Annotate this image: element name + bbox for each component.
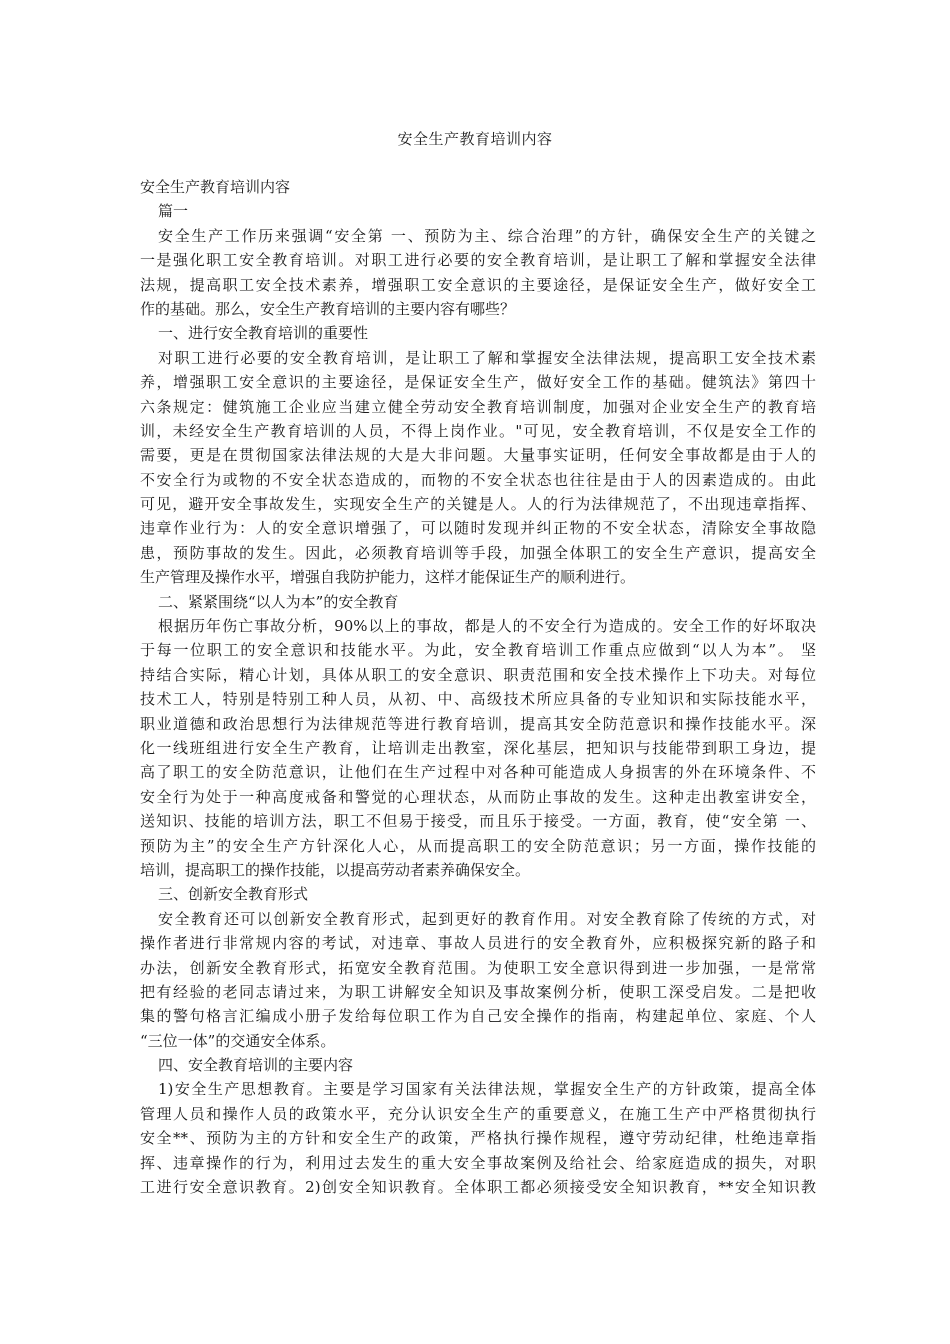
text-line: 可见，避开安全事故发生，实现安全生产的关键是人。人的行为法律规范了，不出现违章指挥、	[140, 495, 816, 514]
section-heading: 一、进行安全教育培训的重要性	[158, 324, 369, 343]
text-line: 送知识、技能的培训方法，职工不但易于接受，而且乐于接受。一方面，教育，使“安全第 一、	[140, 812, 816, 831]
text-line: 安全教育还可以创新安全教育形式，起到更好的教育作用。对安全教育除了传统的方式，对	[158, 909, 816, 928]
text-line: 生产管理及操作水平，增强自我防护能力，这样才能保证生产的顺利进行。	[140, 568, 636, 587]
text-line: 工进行安全意识教育。2)创安全知识教育。全体职工都必须接受安全知识教育，**安全知识教	[140, 1178, 816, 1197]
text-line: 对职工进行必要的安全教育培训，是让职工了解和掌握安全法律法规，提高职工安全技术素	[158, 348, 816, 367]
text-line: 养，增强职工安全意识的主要途径，是保证安全生产，做好安全工作的基础。健筑法》第四十	[140, 373, 816, 392]
text-line: 安全**、预防为主的方针和安全生产的政策，严格执行操作规程，遵守劳动纪律，杜绝违章指	[140, 1129, 816, 1148]
text-line: 挥、违章操作的行为，利用过去发生的重大安全事故案例及给社会、给家庭造成的损失，对职	[140, 1153, 816, 1172]
text-line: “三位一体”的交通安全体系。	[140, 1031, 336, 1050]
text-line: 集的警句格言汇编成小册子发给每位职工作为自己安全操作的指南，构建起单位、家庭、个人	[140, 1007, 816, 1026]
text-line: 违章作业行为：人的安全意识增强了，可以随时发现并纠正物的不安全状态，清除安全事故隐	[140, 519, 816, 538]
section-heading: 四、安全教育培训的主要内容	[158, 1056, 354, 1075]
section-heading: 二、紧紧围绕“以人为本”的安全教育	[158, 592, 399, 611]
text-line: 技术工人，特别是特别工种人员，从初、中、高级技术所应具备的专业知识和实际技能水平，	[140, 690, 816, 709]
text-line: 一是强化职工安全教育培训。对职工进行必要的安全教育培训，是让职工了解和掌握安全法律	[140, 251, 816, 270]
text-line: 六条规定：健筑施工企业应当建立健全劳动安全教育培训制度，加强对企业安全生产的教育培	[140, 397, 816, 416]
text-line: 预防为主”的安全生产方针深化人心，从而提高职工的安全防范意识；另一方面，操作技能的	[140, 836, 816, 855]
text-line: 法规，提高职工安全技术素养，增强职工安全意识的主要途径，是保证安全生产，做好安全工	[140, 275, 816, 294]
text-line: 1)安全生产思想教育。主要是学习国家有关法律法规，掌握安全生产的方针政策，提高全体	[158, 1080, 816, 1099]
text-line: 化一线班组进行安全生产教育，让培训走出教室，深化基层，把知识与技能带到职工身边，提	[140, 738, 816, 757]
section-heading: 三、创新安全教育形式	[158, 885, 309, 904]
text-line: 根据历年伤亡事故分析，90%以上的事故，都是人的不安全行为造成的。安全工作的好坏取决	[158, 617, 816, 636]
text-line: 作的基础。那么，安全生产教育培训的主要内容有哪些？	[140, 299, 516, 318]
text-line: 不安全行为或物的不安全状态造成的，而物的不安全状态也往往是由于人的因素造成的。由此	[140, 470, 816, 489]
section-label: 篇一	[158, 202, 189, 221]
text-line: 安全行为处于一种高度戒备和警觉的心理状态，从而防止事故的发生。这种走出教室讲安全，	[140, 787, 816, 806]
text-line: 操作者进行非常规内容的考试，对违章、事故人员进行的安全教育外，应积极探究新的路子和	[140, 934, 816, 953]
text-line: 办法，创新安全教育形式，拓宽安全教育范围。为使职工安全意识得到进一步加强，一是常常	[140, 958, 816, 977]
text-line: 管理人员和操作人员的政策水平，充分认识安全生产的重要意义，在施工生产中严格贯彻执行	[140, 1104, 816, 1123]
document-title: 安全生产教育培训内容	[397, 130, 553, 148]
document-body	[140, 175, 816, 1199]
text-line: 把有经验的老同志请过来，为职工讲解安全知识及事故案例分析，使职工深受启发。二是把收	[140, 982, 816, 1001]
text-line: 患，预防事故的发生。因此，必须教育培训等手段，加强全体职工的安全生产意识，提高安全	[140, 543, 816, 562]
text-line: 高了职工的安全防范意识，让他们在生产过程中对各种可能造成人身损害的外在环境条件、不	[140, 763, 816, 782]
text-line: 培训，提高职工的操作技能，以提高劳动者素养确保安全。	[140, 860, 531, 879]
text-line: 训，未经安全生产教育培训的人员，不得上岗作业。"可见，安全教育培训，不仅是安全工作的	[140, 421, 816, 440]
text-line: 安全生产教育培训内容	[140, 178, 291, 196]
text-line: 于每一位职工的安全意识和技能水平。为此，安全教育培训工作重点应做到“以人为本”。 坚	[140, 641, 816, 660]
text-line: 安全生产工作历来强调“安全第 一、预防为主、综合治理”的方针，确保安全生产的关键之	[158, 226, 816, 245]
text-line: 需要，更是在贯彻国家法律法规的大是大非问题。大量事实证明，任何安全事故都是由于人的	[140, 446, 816, 465]
text-line: 持结合实际，精心计划，具体从职工的安全意识、职责范围和安全技术操作上下功夫。对每位	[140, 665, 816, 684]
text-line: 职业道德和政治思想行为法律规范等进行教育培训，提高其安全防范意识和操作技能水平。深	[140, 714, 816, 733]
